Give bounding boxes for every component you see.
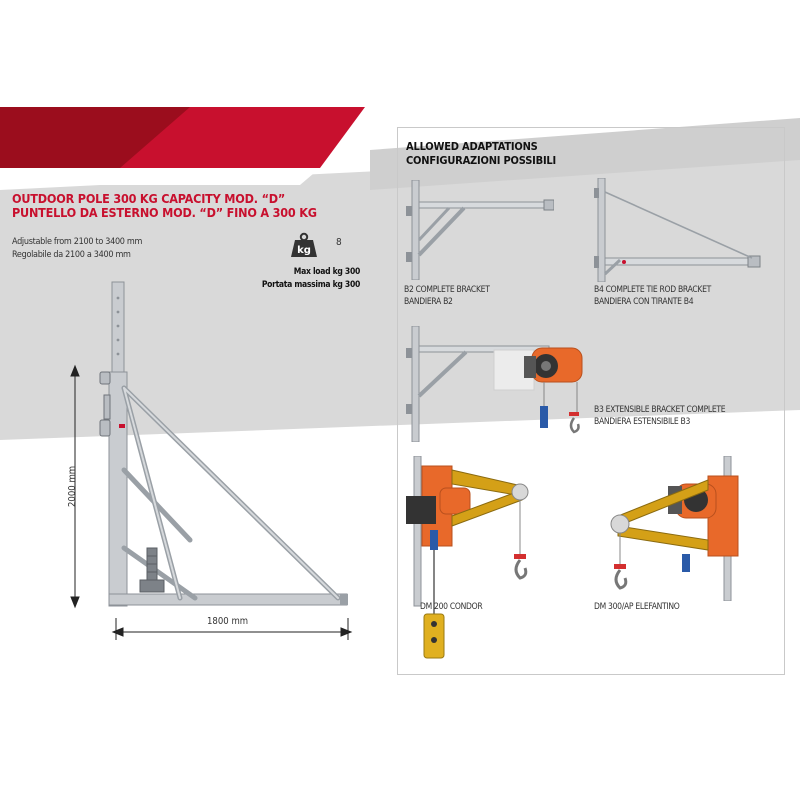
adjustable-range — [12, 236, 142, 262]
b2-caption — [404, 284, 490, 308]
dm200-caption-text: DM 200 CONDOR — [420, 602, 483, 612]
height-dimension: 2000 mm — [67, 465, 78, 507]
adjustable-range-it: Regolabile da 2100 a 3400 mm — [12, 250, 131, 260]
b3-caption-en: B3 EXTENSIBLE BRACKET COMPLETE — [594, 405, 726, 415]
outdoor-pole-drawing — [40, 270, 380, 650]
pole-clamps — [100, 372, 110, 436]
vertical-pole — [109, 282, 127, 606]
weight-value: 8 — [336, 237, 342, 248]
white-gap — [0, 168, 320, 185]
weight-icon-unit: kg — [297, 245, 311, 256]
max-load-it: Portata massima kg 300 — [261, 280, 360, 290]
red-label — [119, 424, 125, 428]
dm200-caption — [420, 601, 482, 613]
adjustable-range-en: Adjustable from 2100 to 3400 mm — [12, 237, 143, 247]
b3-caption — [594, 404, 725, 428]
dm300-caption — [594, 601, 680, 613]
dm300-caption-text: DM 300/AP ELEFANTINO — [594, 602, 680, 612]
adaptations-title-it: CONFIGURAZIONI POSSIBILI — [406, 154, 557, 167]
dm300-elefantino-image — [598, 456, 758, 601]
max-load-en: Max load kg 300 — [293, 267, 360, 277]
b2-caption-it: BANDIERA B2 — [404, 297, 453, 307]
b4-caption-it: BANDIERA CON TIRANTE B4 — [594, 297, 694, 307]
dm200-condor-image — [404, 456, 574, 666]
adaptations-title — [406, 140, 556, 168]
product-title — [12, 192, 317, 220]
stabilizer-foot — [140, 548, 164, 592]
b4-caption — [594, 284, 711, 308]
b3-caption-it: BANDIERA ESTENSIBILE B3 — [594, 417, 691, 427]
product-title-en: OUTDOOR POLE 300 KG CAPACITY MOD. “D” — [12, 191, 286, 206]
b4-caption-en: B4 COMPLETE TIE ROD BRACKET — [594, 285, 712, 295]
weight-icon — [290, 232, 318, 258]
b2-bracket-image — [404, 180, 554, 280]
base-bar — [109, 594, 347, 605]
product-title-it: PUNTELLO DA ESTERNO MOD. “D” FINO A 300 KG — [12, 205, 317, 220]
b2-caption-en: B2 COMPLETE BRACKET — [404, 285, 490, 295]
width-dimension: 1800 mm — [207, 616, 249, 627]
adaptations-title-en: ALLOWED ADAPTATIONS — [406, 140, 538, 153]
base-end-cap — [340, 594, 348, 605]
b3-bracket-image — [404, 326, 594, 442]
b4-bracket-image — [594, 178, 764, 282]
